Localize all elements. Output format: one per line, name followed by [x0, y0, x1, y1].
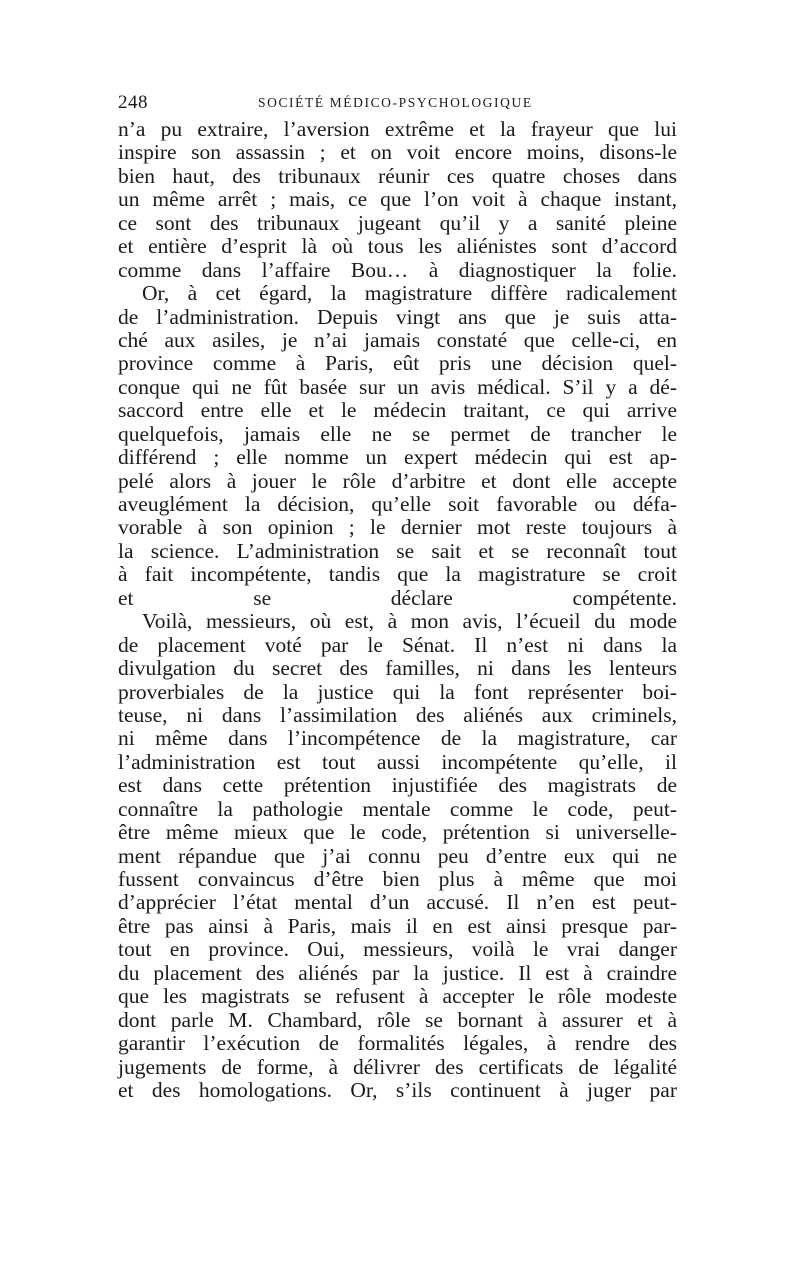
text-line: d’apprécier l’état mental d’un accusé. Il n’en est peut- [118, 890, 677, 915]
running-title: SOCIÉTÉ MÉDICO-PSYCHOLOGIQUE [258, 95, 533, 110]
text-line: est dans cette prétention injustifiée des magistrats de [118, 773, 677, 798]
text-line: inspire son assassin ; et on voit encore moins, disons-le [118, 140, 677, 165]
page-number: 248 [118, 92, 148, 113]
text-line: vorable à son opinion ; le dernier mot reste toujours à [118, 515, 677, 540]
text-line: être même mieux que le code, prétention si universelle- [118, 820, 677, 845]
text-line: du placement des aliénés par la justice. Il est à craindre [118, 960, 677, 985]
text-line: n’a pu extraire, l’aversion extrême et la frayeur que lui [118, 117, 677, 141]
text-line: proverbiales de la justice qui la font représenter boi- [118, 679, 677, 704]
text-line: garantir l’exécution de formalités légales, à rendre des [118, 1031, 677, 1056]
body-text [118, 118, 677, 1102]
text-line: tout en province. Oui, messieurs, voilà le vrai danger [118, 937, 677, 962]
text-line: un même arrêt ; mais, ce que l’on voit à chaque instant, [118, 187, 677, 212]
text-line: conque qui ne fût basée sur un avis médical. S’il y a dé- [118, 374, 677, 399]
text-line: comme dans l’affaire Bou… à diagnostiquer la folie. [118, 257, 677, 282]
text-line: pelé alors à jouer le rôle d’arbitre et dont elle accepte [118, 468, 677, 493]
text-line: fussent convaincus d’être bien plus à même que moi [118, 867, 677, 891]
text-line: aveuglément la décision, qu’elle soit favorable ou défa- [118, 492, 677, 516]
text-line: ché aux asiles, je n’ai jamais constaté que celle-ci, en [118, 327, 677, 352]
text-line: que les magistrats se refusent à accepter le rôle modeste [118, 984, 677, 1009]
text-line: et des homologations. Or, s’ils continuent à juger par [118, 1077, 677, 1102]
text-line: de l’administration. Depuis vingt ans que je suis atta- [118, 304, 677, 329]
text-line: l’administration est tout aussi incompétente qu’elle, il [118, 749, 677, 774]
text-line: et entière d’esprit là où tous les aliénistes sont d’accord [118, 234, 677, 259]
text-line: à fait incompétente, tandis que la magistrature se croit [118, 562, 677, 587]
text-line: différend ; elle nomme un expert médecin qui est ap- [118, 445, 677, 470]
text-line: être pas ainsi à Paris, mais il en est ainsi presque par- [118, 913, 677, 938]
text-line: province comme à Paris, eût pris une décision quel- [118, 351, 677, 376]
text-line: jugements de forme, à délivrer des certificats de légalité [118, 1054, 677, 1079]
text-line: Voilà, messieurs, où est, à mon avis, l’écueil du mode [142, 609, 677, 634]
text-line: connaître la pathologie mentale comme le code, peut- [118, 796, 677, 821]
running-head [118, 92, 678, 116]
text-line: ce sont des tribunaux jugeant qu’il y a sanité pleine [118, 210, 677, 235]
text-line: et se déclare compétente. [118, 585, 677, 610]
text-line: Or, à cet égard, la magistrature diffère radicalement [142, 281, 677, 306]
text-line: divulgation du secret des familles, ni dans les lenteurs [118, 656, 677, 681]
text-line: ment répandue que j’ai connu peu d’entre eux qui ne [118, 843, 677, 868]
text-line: saccord entre elle et le médecin traitant, ce qui arrive [118, 398, 677, 423]
text-line: teuse, ni dans l’assimilation des aliénés aux criminels, [118, 702, 677, 727]
text-line: ni même dans l’incompétence de la magistrature, car [118, 726, 677, 751]
text-line: de placement voté par le Sénat. Il n’est ni dans la [118, 632, 677, 657]
text-line: dont parle M. Chambard, rôle se bornant à assurer et à [118, 1007, 677, 1032]
text-line: bien haut, des tribunaux réunir ces quatre choses dans [118, 163, 677, 188]
text-line: la science. L’administration se sait et se reconnaît tout [118, 538, 677, 563]
text-line: quelquefois, jamais elle ne se permet de trancher le [118, 421, 677, 446]
